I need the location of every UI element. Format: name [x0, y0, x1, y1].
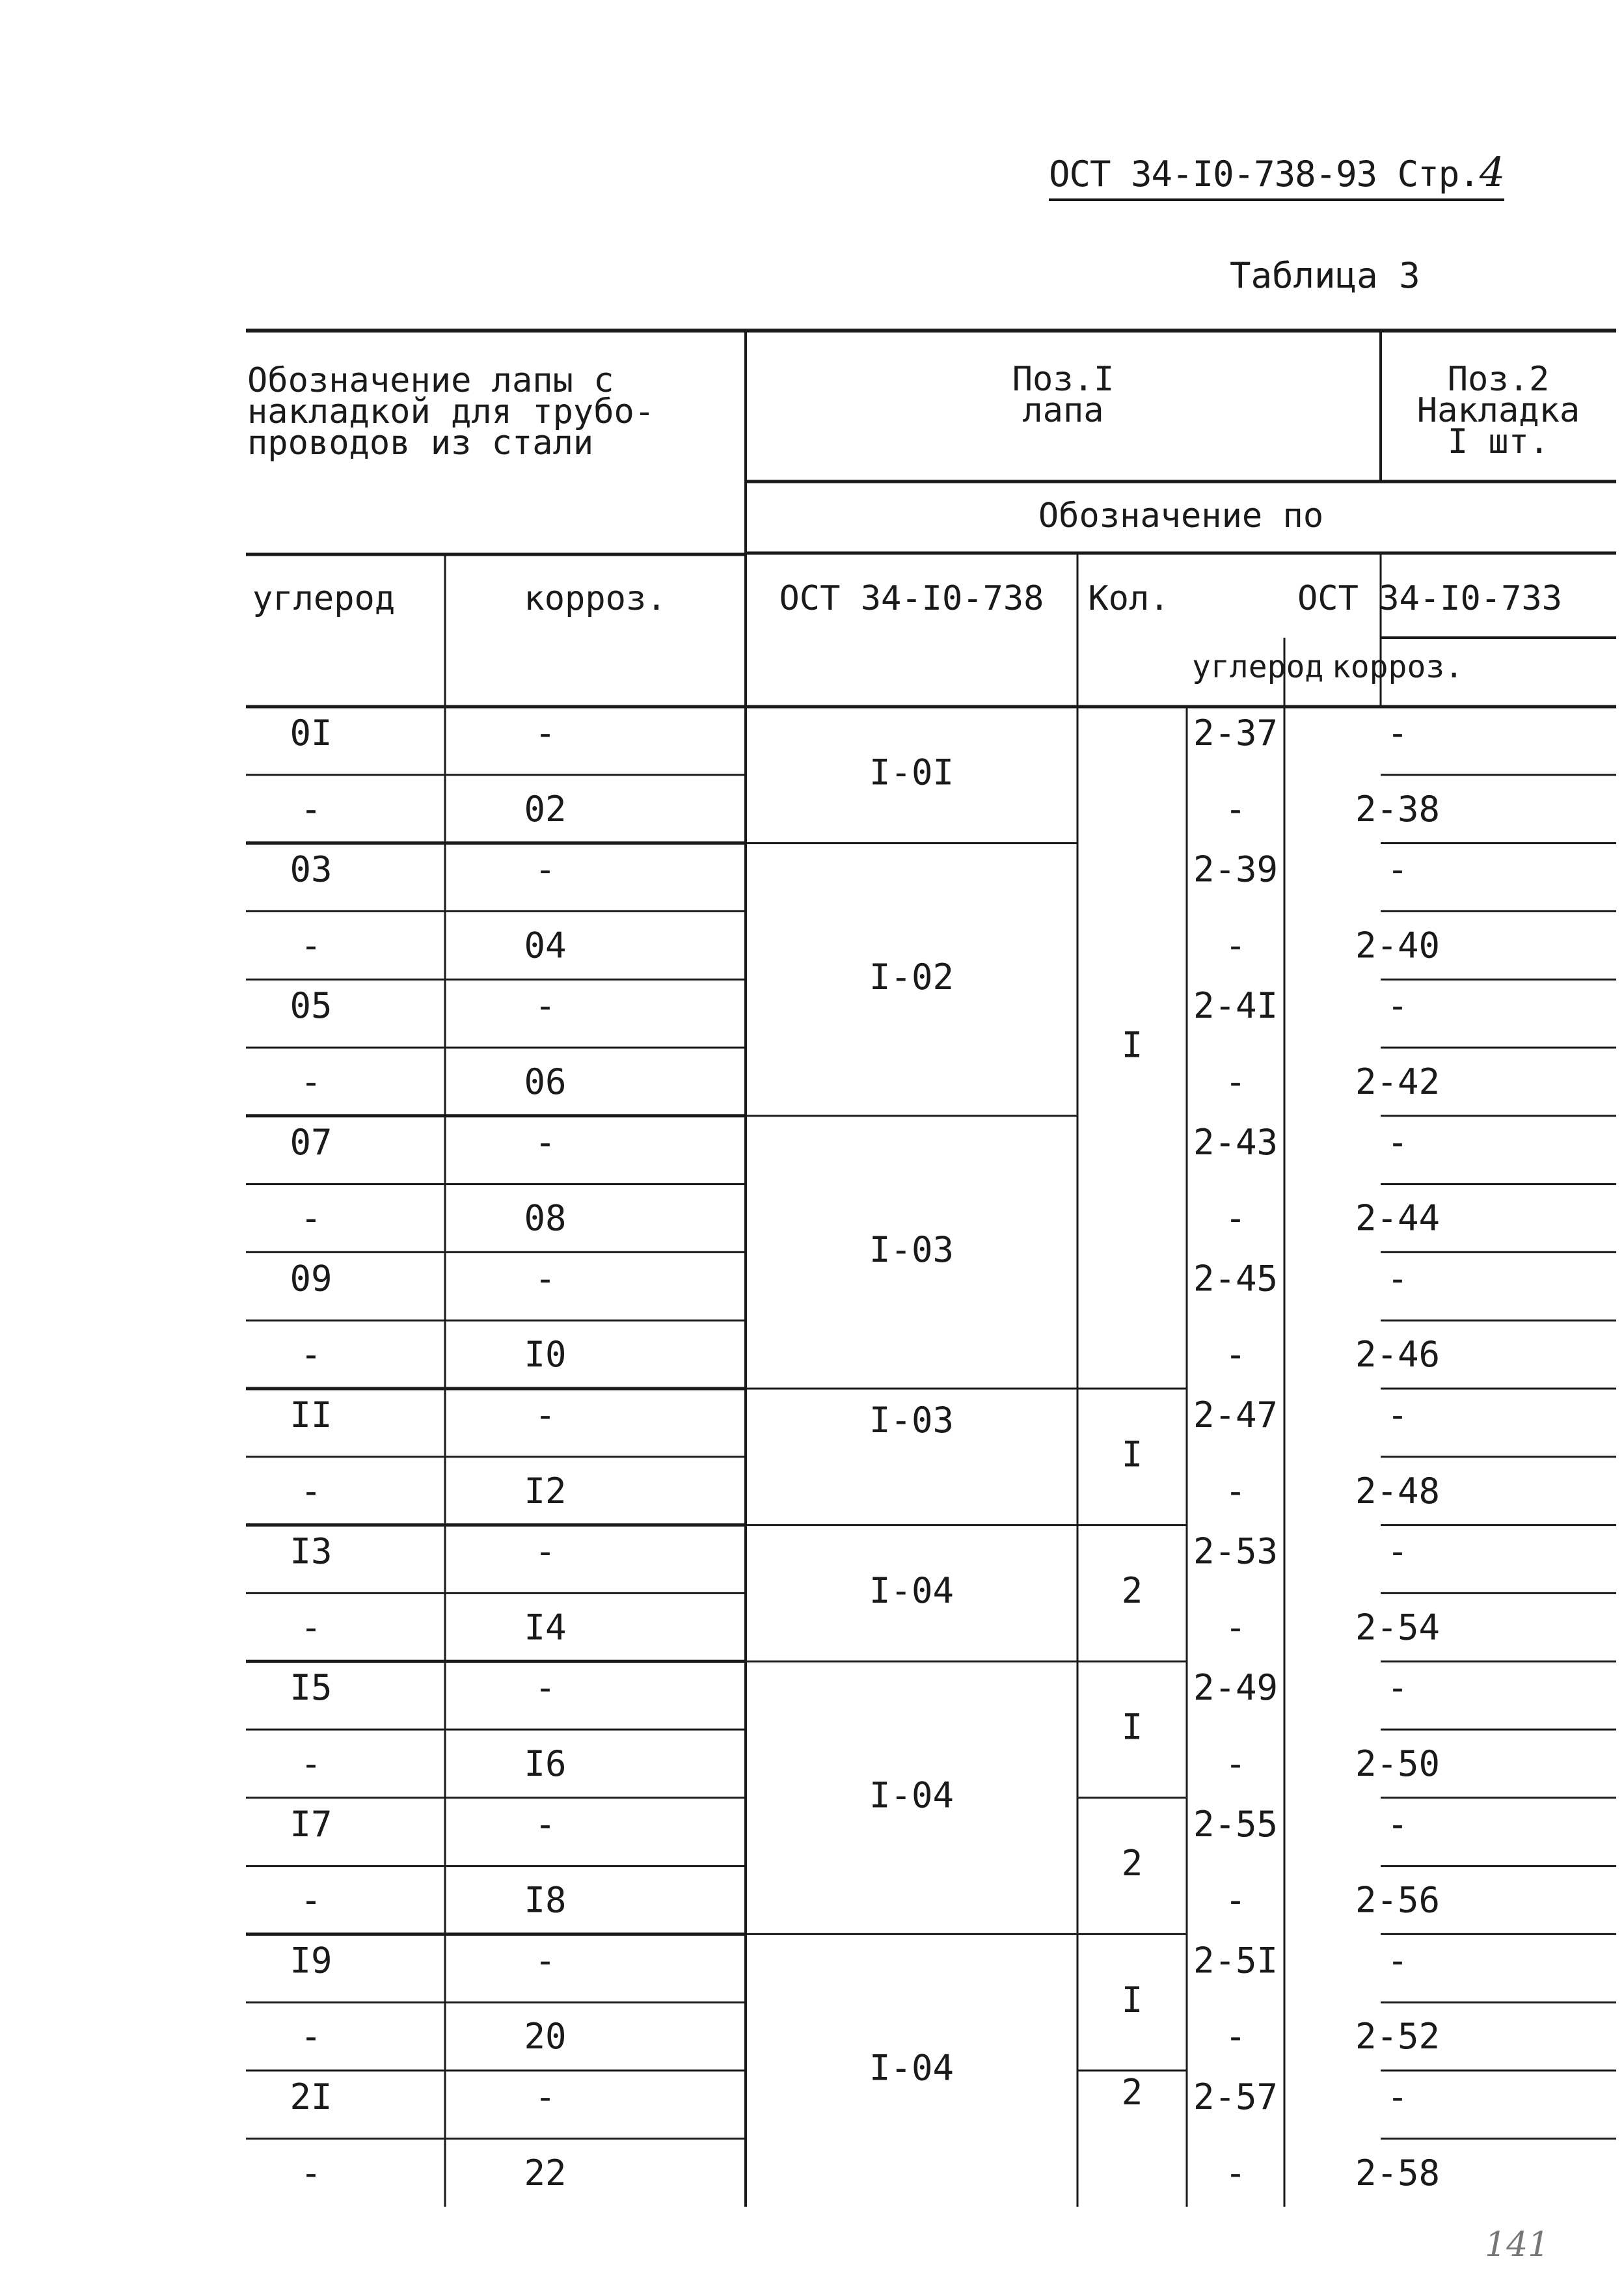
corrosion-designation: - — [534, 985, 556, 1027]
plate-corrosion-designation: 2-56 — [1355, 1879, 1441, 1921]
plate-carbon-designation: - — [1225, 2016, 1247, 2058]
carbon-designation: - — [300, 1061, 322, 1103]
header-sub-carbon: углерод — [1192, 649, 1324, 685]
table-caption: Таблица 3 — [1230, 255, 1420, 296]
plate-corrosion-designation: - — [1387, 1667, 1409, 1709]
plate-carbon-designation: - — [1225, 1879, 1247, 1921]
header-ost-738: ОСТ 34-I0-738 — [779, 579, 1044, 618]
plate-carbon-designation: 2-4I — [1193, 985, 1279, 1027]
plate-carbon-designation: 2-45 — [1193, 1258, 1279, 1299]
carbon-designation: - — [300, 1607, 322, 1648]
corrosion-designation: I4 — [524, 1607, 567, 1648]
corrosion-designation: - — [534, 1667, 556, 1709]
corrosion-designation: - — [534, 1258, 556, 1299]
plate-carbon-designation: - — [1225, 1743, 1247, 1785]
plate-corrosion-designation: 2-40 — [1355, 925, 1441, 966]
header-qty: Кол. — [1088, 579, 1170, 618]
plate-carbon-designation: 2-39 — [1193, 849, 1279, 890]
corrosion-designation: - — [534, 2076, 556, 2118]
corrosion-designation: - — [534, 1803, 556, 1845]
plate-corrosion-designation: 2-58 — [1355, 2152, 1441, 2194]
header-pos2-line: Поз.2 — [1447, 360, 1550, 399]
corrosion-designation: I8 — [524, 1879, 567, 1921]
corrosion-designation: 22 — [524, 2152, 567, 2194]
plate-corrosion-designation: 2-54 — [1355, 1607, 1441, 1648]
plate-corrosion-designation: 2-38 — [1355, 788, 1441, 830]
carbon-designation: 2I — [290, 2076, 332, 2118]
plate-carbon-designation: 2-43 — [1193, 1121, 1279, 1163]
plate-carbon-designation: - — [1225, 1607, 1247, 1648]
plate-corrosion-designation: 2-48 — [1355, 1470, 1441, 1512]
corrosion-designation: 20 — [524, 2016, 567, 2058]
plate-corrosion-designation: 2-52 — [1355, 2016, 1441, 2058]
header-pos1-line: лапа — [1022, 391, 1104, 430]
corrosion-designation: I0 — [524, 1334, 567, 1376]
plate-corrosion-designation: - — [1387, 1940, 1409, 1981]
corrosion-designation: 04 — [524, 925, 567, 966]
paw-designation: I-04 — [869, 2047, 954, 2089]
quantity-value: I — [1121, 1706, 1143, 1748]
carbon-designation: - — [300, 1879, 322, 1921]
page-number: 4 — [1479, 148, 1505, 196]
corrosion-designation: - — [534, 713, 556, 754]
carbon-designation: - — [300, 925, 322, 966]
carbon-designation: - — [300, 1197, 322, 1239]
carbon-designation: 05 — [290, 985, 332, 1027]
plate-carbon-designation: 2-53 — [1193, 1530, 1279, 1572]
header-sub-corrosion: корроз. — [1331, 649, 1464, 685]
header-pos1-line: Поз.I — [1012, 360, 1115, 399]
quantity-value: 2 — [1121, 2072, 1143, 2113]
plate-carbon-designation: - — [1225, 2152, 1247, 2194]
quantity-value: I — [1121, 1024, 1143, 1066]
paw-designation: I-0I — [869, 752, 954, 793]
plate-carbon-designation: - — [1225, 788, 1247, 830]
header-carbon: углерод — [252, 579, 396, 618]
archive-stamp: 141 — [1485, 2225, 1550, 2264]
header-pos2-line: I шт. — [1447, 422, 1550, 461]
plate-corrosion-designation: 2-42 — [1355, 1061, 1441, 1103]
plate-carbon-designation: 2-37 — [1193, 713, 1279, 754]
carbon-designation: I3 — [290, 1530, 332, 1572]
plate-carbon-designation: - — [1225, 1470, 1247, 1512]
header-designation-by: Обозначение по — [1038, 496, 1324, 536]
document-code: ОСТ 34-I0-738-93 Стр. — [1049, 154, 1480, 195]
carbon-designation: - — [300, 1470, 322, 1512]
quantity-value: I — [1121, 1979, 1143, 2020]
plate-carbon-designation: 2-49 — [1193, 1667, 1279, 1709]
paw-designation: I-04 — [869, 1570, 954, 1612]
plate-carbon-designation: - — [1225, 1061, 1247, 1103]
corrosion-designation: I6 — [524, 1743, 567, 1785]
carbon-designation: I9 — [290, 1940, 332, 1981]
plate-corrosion-designation: - — [1387, 849, 1409, 890]
plate-corrosion-designation: - — [1387, 2076, 1409, 2118]
plate-carbon-designation: 2-55 — [1193, 1803, 1279, 1845]
plate-corrosion-designation: - — [1387, 1121, 1409, 1163]
paw-designation: I-02 — [869, 956, 954, 998]
plate-corrosion-designation: 2-50 — [1355, 1743, 1441, 1785]
header-ost-733: ОСТ 34-I0-733 — [1297, 579, 1562, 618]
carbon-designation: 03 — [290, 849, 332, 890]
corrosion-designation: - — [534, 1530, 556, 1572]
header-corrosion: корроз. — [524, 579, 667, 618]
paw-designation: I-04 — [869, 1774, 954, 1816]
plate-corrosion-designation: - — [1387, 1258, 1409, 1299]
paw-designation: I-03 — [869, 1229, 954, 1271]
header-pos2-line: Накладка — [1416, 391, 1580, 430]
corrosion-designation: - — [534, 1394, 556, 1436]
plate-carbon-designation: 2-5I — [1193, 1940, 1279, 1981]
plate-corrosion-designation: - — [1387, 985, 1409, 1027]
carbon-designation: - — [300, 1743, 322, 1785]
corrosion-designation: 06 — [524, 1061, 567, 1103]
header-designation-line: Обозначение лапы с — [247, 361, 614, 400]
carbon-designation: II — [290, 1394, 332, 1436]
plate-carbon-designation: 2-57 — [1193, 2076, 1279, 2118]
carbon-designation: - — [300, 788, 322, 830]
plate-carbon-designation: - — [1225, 1334, 1247, 1376]
corrosion-designation: - — [534, 849, 556, 890]
corrosion-designation: - — [534, 1121, 556, 1163]
plate-corrosion-designation: - — [1387, 1803, 1409, 1845]
carbon-designation: I7 — [290, 1803, 332, 1845]
plate-corrosion-designation: 2-44 — [1355, 1197, 1441, 1239]
carbon-designation: 07 — [290, 1121, 332, 1163]
carbon-designation: - — [300, 2152, 322, 2194]
document-header — [1049, 148, 1504, 201]
plate-carbon-designation: - — [1225, 925, 1247, 966]
corrosion-designation: 02 — [524, 788, 567, 830]
paw-designation: I-03 — [869, 1400, 954, 1441]
header-designation-line: проводов из стали — [247, 424, 594, 463]
quantity-value: 2 — [1121, 1843, 1143, 1884]
plate-carbon-designation: 2-47 — [1193, 1394, 1279, 1436]
plate-corrosion-designation: 2-46 — [1355, 1334, 1441, 1376]
specification-table — [246, 331, 1616, 2208]
carbon-designation: - — [300, 1334, 322, 1376]
header-designation-line: накладкой для трубо- — [247, 392, 655, 431]
corrosion-designation: 08 — [524, 1197, 567, 1239]
plate-corrosion-designation: - — [1387, 713, 1409, 754]
carbon-designation: I5 — [290, 1667, 332, 1709]
corrosion-designation: - — [534, 1940, 556, 1981]
quantity-value: 2 — [1121, 1570, 1143, 1612]
plate-corrosion-designation: - — [1387, 1394, 1409, 1436]
plate-carbon-designation: - — [1225, 1197, 1247, 1239]
carbon-designation: - — [300, 2016, 322, 2058]
corrosion-designation: I2 — [524, 1470, 567, 1512]
carbon-designation: 0I — [290, 713, 332, 754]
quantity-value: I — [1121, 1433, 1143, 1475]
carbon-designation: 09 — [290, 1258, 332, 1299]
plate-corrosion-designation: - — [1387, 1530, 1409, 1572]
